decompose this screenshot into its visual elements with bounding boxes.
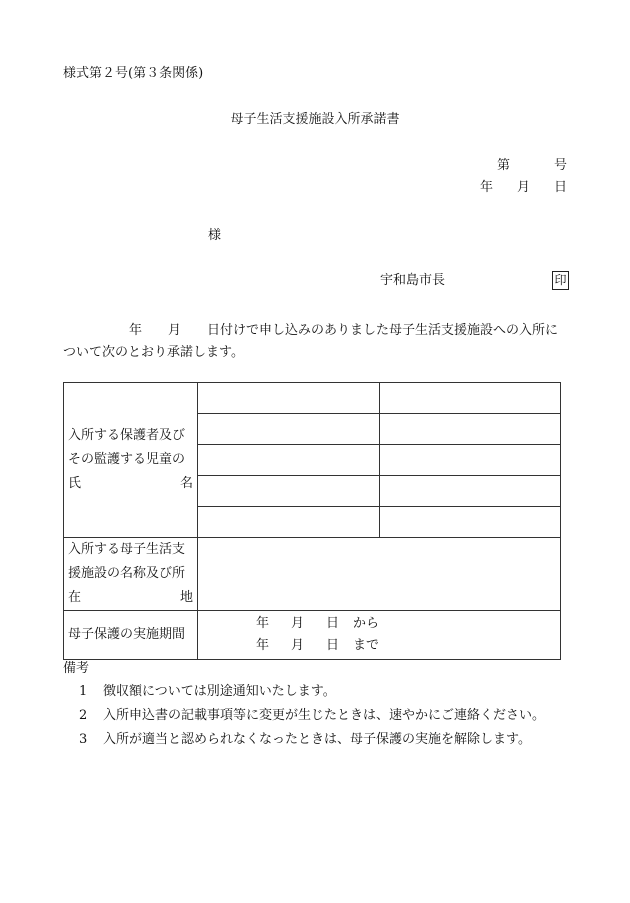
body-year: 年 <box>129 323 143 338</box>
facility-label-line: 入所する母子生活支 <box>68 542 186 557</box>
name-cell[interactable] <box>198 507 380 538</box>
remarks-heading: 備考 <box>63 661 90 676</box>
period-cell[interactable] <box>198 611 561 660</box>
document-title: 母子生活支援施設入所承諾書 <box>230 112 400 127</box>
body-text: 日付けで申し込みのありました母子生活支援施設への入所について次のとおり承諾します。 <box>63 323 559 360</box>
name-cell[interactable] <box>380 507 561 538</box>
label-char: 地 <box>179 590 193 605</box>
period-day: 日 <box>326 616 340 631</box>
approval-table <box>63 382 561 660</box>
facility-cell[interactable] <box>198 538 561 611</box>
date-month: 月 <box>516 180 530 195</box>
period-year: 年 <box>256 616 270 631</box>
period-day: 日 <box>326 638 340 653</box>
facility-label-line <box>68 586 193 610</box>
issue-date-line <box>480 180 567 196</box>
period-to <box>256 635 560 657</box>
period-suffix: から <box>353 616 380 631</box>
remark-number: 3 <box>79 732 88 747</box>
remark-number: 2 <box>79 708 88 723</box>
period-label: 母子保護の実施期間 <box>64 611 198 660</box>
remark-text: 徴収額については別途通知いたします。 <box>103 684 336 699</box>
remark-text: 入所申込書の記載事項等に変更が生じたときは、速やかにご連絡ください。 <box>103 708 546 723</box>
date-year: 年 <box>479 180 493 195</box>
date-day: 日 <box>553 180 567 195</box>
names-label <box>64 383 198 538</box>
remark-item <box>79 732 531 748</box>
remark-item <box>79 708 545 724</box>
period-suffix: まで <box>353 638 380 653</box>
name-cell[interactable] <box>198 445 380 476</box>
form-number: 様式第２号(第３条関係) <box>63 66 204 81</box>
body-paragraph <box>63 320 567 364</box>
body-month: 月 <box>168 323 182 338</box>
addressee-honorific: 様 <box>208 228 222 243</box>
seal-mark: 印 <box>552 271 569 290</box>
label-char: 在 <box>68 590 82 605</box>
label-char: 名 <box>179 476 193 491</box>
remark-text: 入所が適当と認められなくなったときは、母子保護の実施を解除します。 <box>103 732 531 747</box>
remark-item <box>79 684 336 700</box>
names-label-line <box>68 472 193 496</box>
name-cell[interactable] <box>198 414 380 445</box>
name-cell[interactable] <box>380 445 561 476</box>
number-prefix: 第 <box>496 158 510 173</box>
issuer-name: 宇和島市長 <box>380 273 446 288</box>
name-cell[interactable] <box>380 414 561 445</box>
period-month: 月 <box>291 638 305 653</box>
remark-number: 1 <box>79 684 88 699</box>
names-label-line: その監護する児童の <box>68 452 186 467</box>
period-from <box>256 613 560 635</box>
label-char: 氏 <box>68 476 82 491</box>
name-cell[interactable] <box>198 383 380 414</box>
facility-label-line: 援施設の名称及び所 <box>68 566 186 581</box>
name-cell[interactable] <box>380 383 561 414</box>
period-year: 年 <box>256 638 270 653</box>
name-cell[interactable] <box>380 476 561 507</box>
names-label-line: 入所する保護者及び <box>68 428 186 443</box>
period-month: 月 <box>291 616 305 631</box>
name-cell[interactable] <box>198 476 380 507</box>
number-suffix: 号 <box>553 158 567 173</box>
document-number-line <box>497 158 567 174</box>
facility-label <box>64 538 198 611</box>
